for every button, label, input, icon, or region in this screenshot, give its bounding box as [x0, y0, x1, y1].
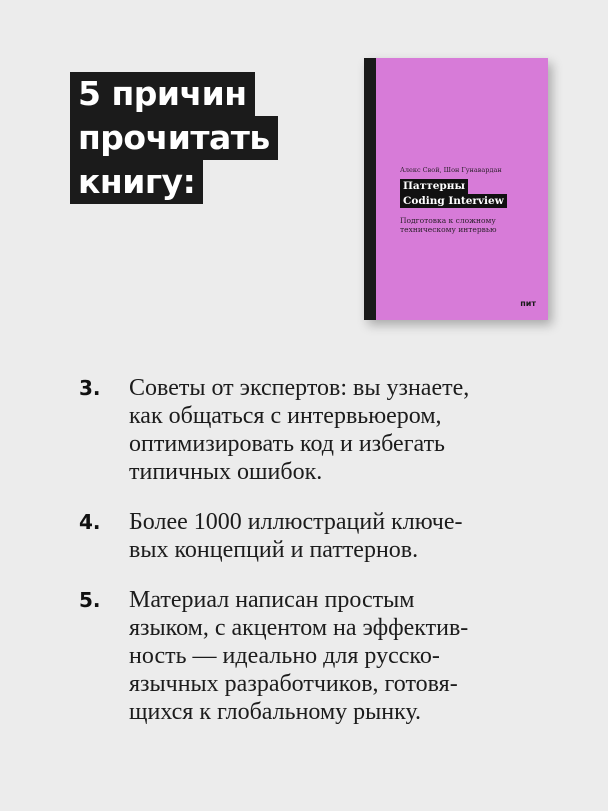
item-number: 5. [79, 588, 101, 612]
headline-line-3: книгу: [70, 160, 203, 204]
list-item [79, 374, 579, 486]
item-text [129, 586, 579, 726]
item-line: щихся к глобальному рынку. [129, 699, 422, 725]
item-line: ность — идеально для русско- [129, 643, 440, 669]
book-title-line-2: Coding Interview [400, 194, 507, 209]
item-line: языком, с акцентом на эффектив- [129, 615, 469, 641]
book-title-line-1: Паттерны [400, 179, 468, 194]
item-line: типичных ошибок. [129, 459, 323, 485]
item-text [129, 508, 579, 564]
book-cover [364, 58, 548, 320]
book-title [400, 179, 507, 208]
headline-line-1: 5 причин [70, 72, 255, 116]
book-authors: Алекс Свой, Шон Гунавардан [400, 166, 502, 174]
item-number: 3. [79, 376, 101, 400]
publisher-logo-icon: пит [520, 299, 536, 308]
item-line: Материал написан простым [129, 587, 415, 613]
item-text [129, 374, 579, 486]
book-subtitle [400, 216, 496, 234]
item-line: Советы от экспертов: вы узнаете, [129, 375, 470, 401]
headline-line-2: прочитать [70, 116, 278, 160]
headline [70, 72, 278, 204]
item-number: 4. [79, 510, 101, 534]
book-subtitle-line-1: Подготовка к сложному [400, 216, 496, 225]
item-line: вых концепций и паттернов. [129, 537, 419, 563]
book-subtitle-line-2: техническому интервью [400, 225, 497, 234]
item-line: язычных разработчиков, готовя- [129, 671, 458, 697]
reasons-list [79, 374, 579, 748]
list-item [79, 586, 579, 726]
item-line: как общаться с интервьюером, [129, 403, 442, 429]
item-line: Более 1000 иллюстраций ключе- [129, 509, 463, 535]
list-item [79, 508, 579, 564]
item-line: оптимизировать код и избегать [129, 431, 445, 457]
book-spine [364, 58, 376, 320]
